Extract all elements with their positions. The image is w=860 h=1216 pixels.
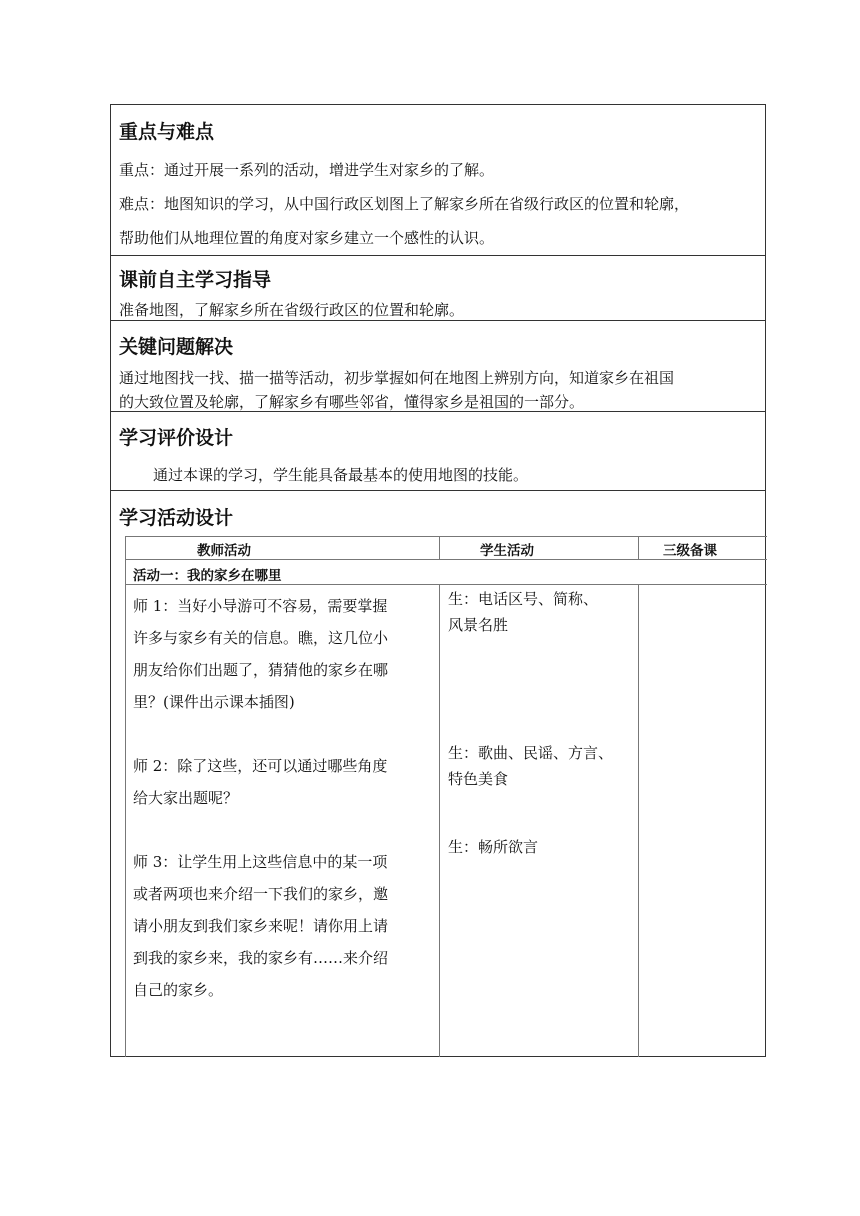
teacher-line: 师 2：除了这些，还可以通过哪些角度 bbox=[133, 757, 388, 775]
teacher-line: 朋友给你们出题了，猜猜他的家乡在哪 bbox=[133, 661, 389, 679]
key-points-heading: 重点与难点 bbox=[119, 121, 215, 143]
column-header-student: 学生活动 bbox=[480, 543, 534, 559]
activity-table bbox=[125, 536, 767, 1057]
student-response-line: 生：畅所欲言 bbox=[448, 838, 539, 856]
teacher-line: 里？(课件出示课本插图) bbox=[133, 693, 295, 711]
preview-text: 准备地图，了解家乡所在省级行政区的位置和轮廓。 bbox=[119, 301, 465, 319]
section-divider bbox=[111, 320, 765, 321]
student-response-line: 生：歌曲、民谣、方言、 bbox=[448, 744, 614, 762]
teacher-line bbox=[133, 718, 388, 750]
column-header-teacher: 教师活动 bbox=[197, 543, 251, 559]
teacher-line: 许多与家乡有关的信息。瞧，这几位小 bbox=[133, 629, 389, 647]
lesson-plan-table bbox=[110, 104, 766, 1057]
teacher-line bbox=[133, 814, 388, 846]
key-problem-line1: 通过地图找一找、描一描等活动，初步掌握如何在地图上辨别方向，知道家乡在祖国 bbox=[119, 369, 675, 387]
teacher-line: 请小朋友到我们家乡来呢！请你用上请 bbox=[133, 917, 389, 935]
teacher-line: 师 3：让学生用上这些信息中的某一项 bbox=[133, 853, 388, 871]
teacher-line: 或者两项也来介绍一下我们的家乡，邀 bbox=[133, 885, 389, 903]
student-response-line: 生：电话区号、简称、 bbox=[448, 590, 599, 608]
student-response-line: 风景名胜 bbox=[448, 616, 509, 634]
difficulty-text-line2: 帮助他们从地理位置的角度对家乡建立一个感性的认识。 bbox=[119, 229, 495, 247]
section-divider bbox=[111, 490, 765, 491]
student-response bbox=[448, 586, 598, 638]
teacher-line: 师 1：当好小导游可不容易，需要掌握 bbox=[133, 597, 388, 615]
evaluation-heading: 学习评价设计 bbox=[119, 427, 234, 449]
activity-heading: 学习活动设计 bbox=[119, 507, 234, 529]
focus-text: 重点：通过开展一系列的活动，增进学生对家乡的了解。 bbox=[119, 161, 495, 179]
teacher-line: 到我的家乡来，我的家乡有……来介绍 bbox=[133, 949, 389, 967]
teacher-activity bbox=[133, 590, 388, 1006]
column-header-tiered-prep: 三级备课 bbox=[663, 543, 717, 559]
section-divider bbox=[111, 255, 765, 256]
student-response-line: 特色美食 bbox=[448, 770, 509, 788]
activity-title: 活动一：我的家乡在哪里 bbox=[133, 568, 282, 584]
student-response bbox=[448, 834, 538, 860]
evaluation-text: 通过本课的学习，学生能具备最基本的使用地图的技能。 bbox=[153, 466, 529, 484]
key-problem-line2: 的大致位置及轮廓，了解家乡有哪些邻省，懂得家乡是祖国的一部分。 bbox=[119, 393, 585, 411]
section-divider bbox=[111, 411, 765, 412]
difficulty-text-line1: 难点：地图知识的学习，从中国行政区划图上了解家乡所在省级行政区的位置和轮廓， bbox=[119, 195, 690, 213]
student-response bbox=[448, 740, 613, 792]
teacher-line: 给大家出题呢？ bbox=[133, 789, 239, 807]
preview-heading: 课前自主学习指导 bbox=[119, 269, 272, 291]
teacher-line: 自己的家乡。 bbox=[133, 981, 224, 999]
key-problem-heading: 关键问题解决 bbox=[119, 336, 234, 358]
